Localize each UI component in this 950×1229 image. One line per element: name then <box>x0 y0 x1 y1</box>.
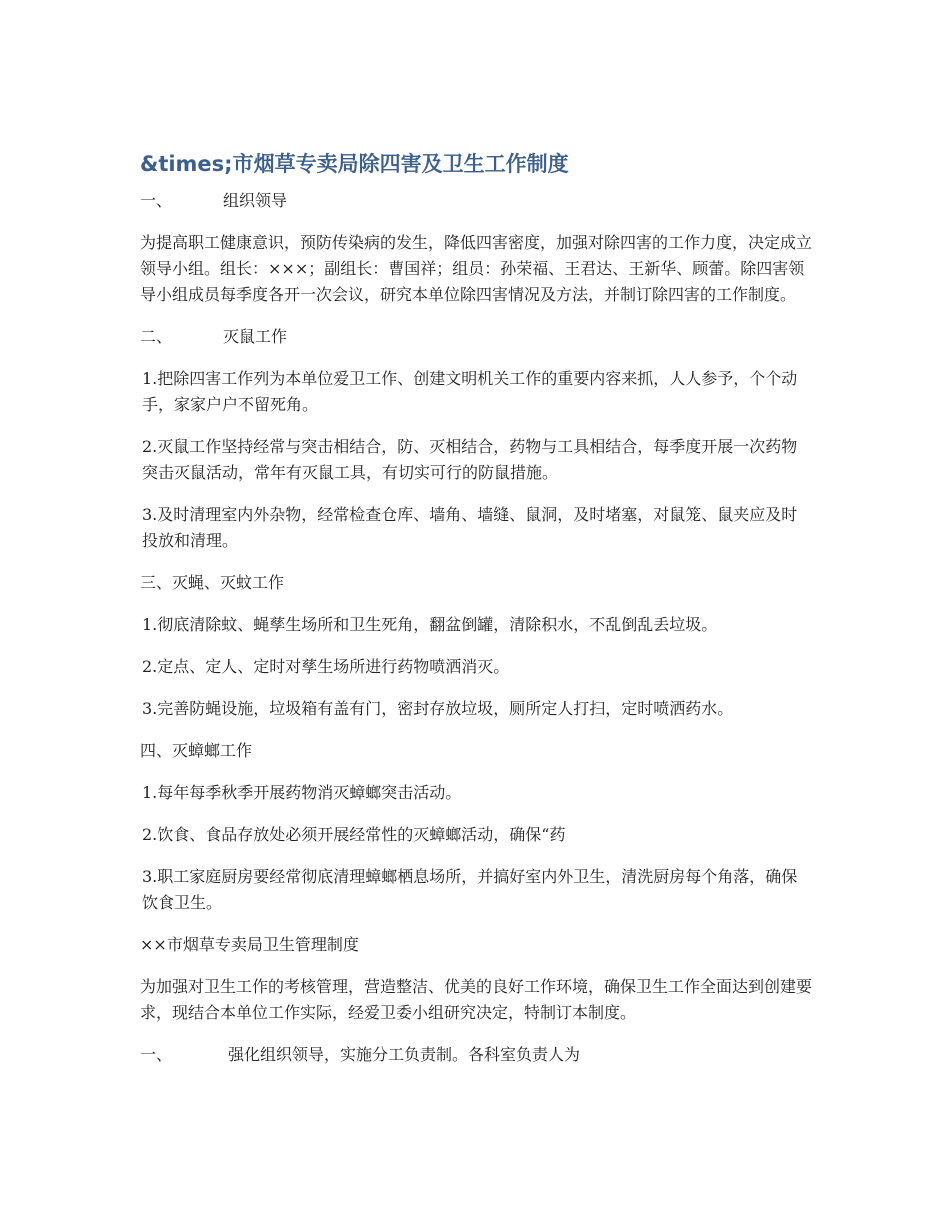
section-number: 二、 <box>140 327 173 346</box>
section-heading-cockroach: 四、灭蟑螂工作 <box>140 741 253 760</box>
section-title: 组织领导 <box>223 191 288 210</box>
list-item: 1.把除四害工作列为本单位爱卫工作、创建文明机关工作的重要内容来抓，人人参予，个个动手，家家户户不留死角。 <box>142 369 798 414</box>
paragraph-leadership: 为提高职工健康意识，预防传染病的发生，降低四害密度，加强对除四害的工作力度，决定成立领导小组。组长：×××；副组长：曹国祥；组员：孙荣福、王君达、王新华、顾蕾。除四害领导小组成员每季度各开一次会议，研究本单位除四害情况及方法，并制订除四害的工作制度。 <box>140 233 813 304</box>
section-title: 强化组织领导，实施分工负责制。各科室负责人为 <box>228 1045 581 1064</box>
list-item: 2.定点、定人、定时对孳生场所进行药物喷洒消灭。 <box>142 657 510 676</box>
list-item: 3.及时清理室内外杂物，经常检查仓库、墙角、墙缝、鼠洞，及时堵塞，对鼠笼、鼠夹应及时投放和清理。 <box>142 505 798 550</box>
section-title: 灭鼠工作 <box>223 327 288 346</box>
section-number: 一、 <box>140 1045 173 1064</box>
list-item: 1.彻底清除蚊、蝇孳生场所和卫生死角，翻盆倒罐，清除积水，不乱倒乱丢垃圾。 <box>142 615 718 634</box>
list-item: 3.职工家庭厨房要经常彻底清理蟑螂栖息场所，并搞好室内外卫生，清洗厨房每个角落，确保饮食卫生。 <box>142 867 798 912</box>
list-item: 3.完善防蝇设施，垃圾箱有盖有门，密封存放垃圾，厕所定人打扫，定时喷洒药水。 <box>142 699 734 718</box>
document-title: &times;市烟草专卖局除四害及卫生工作制度 <box>140 152 569 176</box>
document-body <box>140 148 812 1084</box>
section-heading-rat-control <box>140 324 812 350</box>
list-item: 2.灭鼠工作坚持经常与突击相结合，防、灭相结合，药物与工具相结合，每季度开展一次药物突击灭鼠活动，常年有灭鼠工具，有切实可行的防鼠措施。 <box>142 437 798 482</box>
section-heading-leadership-responsibility <box>140 1042 812 1068</box>
section-heading-fly-mosquito: 三、灭蝇、灭蚊工作 <box>140 573 285 592</box>
second-document-title: ××市烟草专卖局卫生管理制度 <box>140 935 359 954</box>
list-item: 2.饮食、食品存放处必须开展经常性的灭蟑螂活动，确保“药 <box>142 825 566 844</box>
list-item: 1.每年每季秋季开展药物消灭蟑螂突击活动。 <box>142 783 462 802</box>
section-heading-organization <box>140 188 812 214</box>
paragraph-hygiene-intro: 为加强对卫生工作的考核管理，营造整洁、优美的良好工作环境，确保卫生工作全面达到创建要求，现结合本单位工作实际，经爱卫委小组研究决定，特制订本制度。 <box>140 977 813 1022</box>
section-number: 一、 <box>140 191 173 210</box>
